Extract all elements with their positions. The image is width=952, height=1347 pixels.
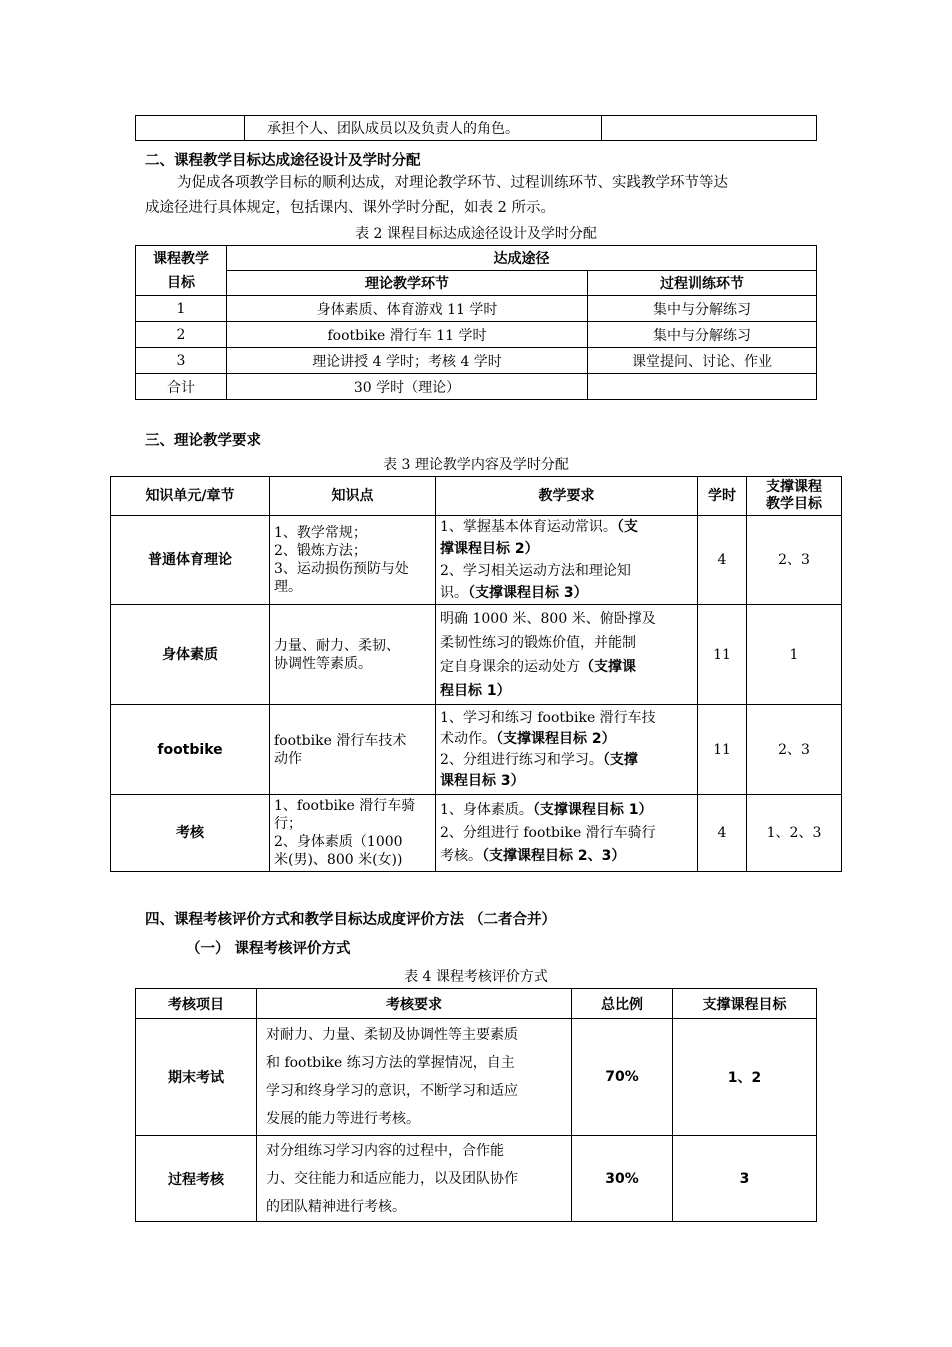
req-text: 1、学习和练习 footbike 滑行车技	[440, 709, 656, 726]
req-support-text: （支撑	[602, 751, 638, 768]
table2-header-theory: 理论教学环节	[227, 271, 588, 296]
table3-req-line	[440, 845, 693, 868]
req-support-text: （支撑课程目标 3）	[468, 585, 588, 601]
table-row	[136, 348, 817, 374]
table3-points-cell	[270, 705, 436, 795]
table2-process-cell	[588, 374, 817, 400]
table-row	[136, 296, 817, 322]
table4-req-line: 对分组练习学习内容的过程中，合作能	[266, 1142, 504, 1159]
table3-point-line: 2、锻炼方法；	[274, 543, 367, 559]
table3-point-line: 协调性等素质。	[274, 655, 372, 672]
table3-req-line	[440, 771, 693, 792]
table3-req-line	[440, 655, 693, 679]
table-row	[111, 516, 842, 605]
table3-header-support-line2: 教学目标	[766, 496, 822, 512]
table3-point-line: 力量、耐力、柔韧、	[274, 637, 400, 654]
table3-hours-cell: 11	[698, 605, 747, 705]
table2-theory-cell: footbike 滑行车 11 学时	[227, 322, 588, 348]
section2-paragraph-line2: 成途径进行具体规定，包括课内、课外学时分配，如表 2 所示。	[145, 200, 555, 216]
table4-ratio-cell: 30%	[572, 1136, 673, 1222]
table3-req-line	[440, 750, 693, 771]
table3-req-line	[440, 516, 693, 538]
req-text: 识。	[440, 585, 468, 601]
table4-header-ratio: 总比例	[572, 989, 673, 1019]
table4-caption: 表 4 课程考核评价方式	[404, 969, 548, 985]
req-text: 术动作。	[440, 730, 496, 747]
req-text: 1、掌握基本体育运动常识。	[440, 519, 617, 535]
req-text: 2、学习相关运动方法和理论知	[440, 563, 631, 579]
table3-points-cell	[270, 605, 436, 705]
table3-point-line: footbike 滑行车技术	[274, 732, 407, 749]
table4-req-line: 对耐力、力量、柔韧及协调性等主要素质	[266, 1027, 518, 1043]
section2-heading: 二、课程教学目标达成途径设计及学时分配	[145, 153, 421, 169]
table3-caption: 表 3 理论教学内容及学时分配	[383, 457, 569, 473]
table3-req-line	[440, 560, 693, 582]
table4-goal-cell: 1、2	[673, 1019, 817, 1136]
table3-req-cell	[436, 795, 698, 872]
table3-unit-cell: footbike	[111, 705, 270, 795]
table2-header-goal	[136, 246, 227, 296]
table4-header-item: 考核项目	[136, 989, 257, 1019]
table3-support-cell: 2、3	[747, 516, 842, 605]
table4-header-req: 考核要求	[257, 989, 572, 1019]
top-table-text-cell: 承担个人、团队成员以及负责人的角色。	[245, 116, 602, 141]
table-row	[136, 1136, 817, 1222]
table3-req-line	[440, 607, 693, 631]
table4-item-cell: 过程考核	[136, 1136, 257, 1222]
table3-support-cell: 1、2、3	[747, 795, 842, 872]
top-table-empty-cell-left	[136, 116, 245, 141]
table3-req-line	[440, 822, 693, 845]
table-row	[136, 1019, 817, 1136]
req-support-text: 课程目标 3）	[440, 772, 525, 789]
table2-theory-cell: 30 学时（理论）	[227, 374, 588, 400]
table3-point-line: 3、运动损伤预防与处	[274, 561, 409, 577]
req-text: 定自身课余的运动处方	[440, 658, 580, 675]
table3-points-cell	[270, 795, 436, 872]
table3-point-line: 米(男)、800 米(女))	[274, 852, 403, 868]
table3-req-line	[440, 679, 693, 703]
section3-heading: 三、理论教学要求	[145, 433, 261, 449]
table2-process-cell: 集中与分解练习	[588, 296, 817, 322]
table3-header-hours: 学时	[698, 477, 747, 516]
table3-points-cell	[270, 516, 436, 605]
table4-req-line: 学习和终身学习的意识，不断学习和适应	[266, 1083, 518, 1099]
table-row	[111, 795, 842, 872]
table2-header-goal-line1: 课程教学	[153, 250, 209, 267]
table4-req-line: 发展的能力等进行考核。	[266, 1111, 420, 1127]
table4-ratio-cell: 70%	[572, 1019, 673, 1136]
table-row	[111, 605, 842, 705]
table3-header-support	[747, 477, 842, 516]
table2-process-cell: 集中与分解练习	[588, 322, 817, 348]
table2-goal-cell: 3	[136, 348, 227, 374]
table3-unit-cell: 身体素质	[111, 605, 270, 705]
table2-header-process: 过程训练环节	[588, 271, 817, 296]
table3-header-points: 知识点	[270, 477, 436, 516]
table3-point-line: 1、footbike 滑行车骑	[274, 798, 416, 814]
section4-heading: 四、课程考核评价方式和教学目标达成度评价方法 （二者合并）	[145, 912, 557, 928]
table-row	[136, 322, 817, 348]
table3-req-line	[440, 631, 693, 655]
req-support-text: （支撑课程目标 2）	[496, 730, 616, 747]
table4-goal-cell: 3	[673, 1136, 817, 1222]
table3-req-line	[440, 799, 693, 822]
table3-unit-cell: 普通体育理论	[111, 516, 270, 605]
table3-point-line: 2、身体素质（1000	[274, 834, 403, 850]
table4-item-cell: 期末考试	[136, 1019, 257, 1136]
table3-header-unit: 知识单元/章节	[111, 477, 270, 516]
table3-point-line: 理。	[274, 579, 302, 595]
req-support-text: （支撑课	[580, 658, 636, 675]
table2	[135, 245, 817, 400]
table3-point-line: 行；	[274, 816, 302, 832]
req-support-text: 程目标 1）	[440, 682, 511, 699]
table2-header-route: 达成途径	[227, 246, 817, 271]
top-table-empty-cell-right	[602, 116, 817, 141]
table3-hours-cell: 4	[698, 516, 747, 605]
table3-req-cell	[436, 705, 698, 795]
req-text: 1、身体素质。	[440, 801, 533, 818]
table3-header-support-line1: 支撑课程	[766, 479, 822, 495]
table2-caption: 表 2 课程目标达成途径设计及学时分配	[355, 226, 597, 242]
table2-process-cell: 课堂提问、讨论、作业	[588, 348, 817, 374]
table-row	[111, 705, 842, 795]
table4-header-goal: 支撑课程目标	[673, 989, 817, 1019]
table4	[135, 988, 817, 1222]
table3-point-line: 1、教学常规；	[274, 525, 367, 541]
table4-req-line: 的团队精神进行考核。	[266, 1198, 406, 1215]
table3-support-cell: 1	[747, 605, 842, 705]
req-text: 2、分组进行练习和学习。	[440, 751, 603, 768]
table3-req-line	[440, 708, 693, 729]
table3-req-cell	[436, 516, 698, 605]
table3-req-line	[440, 729, 693, 750]
top-table-fragment	[135, 115, 817, 141]
table4-req-cell	[257, 1136, 572, 1222]
table3-unit-cell: 考核	[111, 795, 270, 872]
req-support-text: （支撑课程目标 1）	[532, 801, 653, 818]
table4-req-cell	[257, 1019, 572, 1136]
section4-subheading: （一） 课程考核评价方式	[186, 941, 351, 957]
req-text: 2、分组进行 footbike 滑行车骑行	[440, 824, 656, 841]
req-text: 明确 1000 米、800 米、俯卧撑及	[440, 610, 656, 627]
table3-support-cell: 2、3	[747, 705, 842, 795]
table4-req-line: 力、交往能力和适应能力，以及团队协作	[266, 1170, 518, 1187]
req-support-text: （支撑课程目标 2、3）	[482, 847, 626, 864]
table3-point-line: 动作	[274, 750, 302, 767]
table2-header-goal-line2: 目标	[167, 274, 195, 291]
table-row	[136, 374, 817, 400]
section2-paragraph-line1: 为促成各项教学目标的顺利达成，对理论教学环节、过程训练环节、实践教学环节等达	[177, 175, 728, 191]
table2-goal-cell: 1	[136, 296, 227, 322]
table2-goal-cell: 合计	[136, 374, 227, 400]
table3	[110, 476, 842, 872]
table3-header-req: 教学要求	[436, 477, 698, 516]
table2-goal-cell: 2	[136, 322, 227, 348]
table3-req-line	[440, 582, 693, 604]
table3-hours-cell: 4	[698, 795, 747, 872]
table3-req-cell	[436, 605, 698, 705]
req-text: 考核。	[440, 847, 482, 864]
table4-req-line: 和 footbike 练习方法的掌握情况，自主	[266, 1055, 515, 1071]
req-support-text: 撑课程目标 2）	[440, 541, 539, 557]
req-support-text: （支	[616, 519, 638, 535]
table3-hours-cell: 11	[698, 705, 747, 795]
table2-theory-cell: 理论讲授 4 学时；考核 4 学时	[227, 348, 588, 374]
req-text: 柔韧性练习的锻炼价值，并能制	[440, 634, 636, 651]
table2-theory-cell: 身体素质、体育游戏 11 学时	[227, 296, 588, 322]
table3-req-line	[440, 538, 693, 560]
